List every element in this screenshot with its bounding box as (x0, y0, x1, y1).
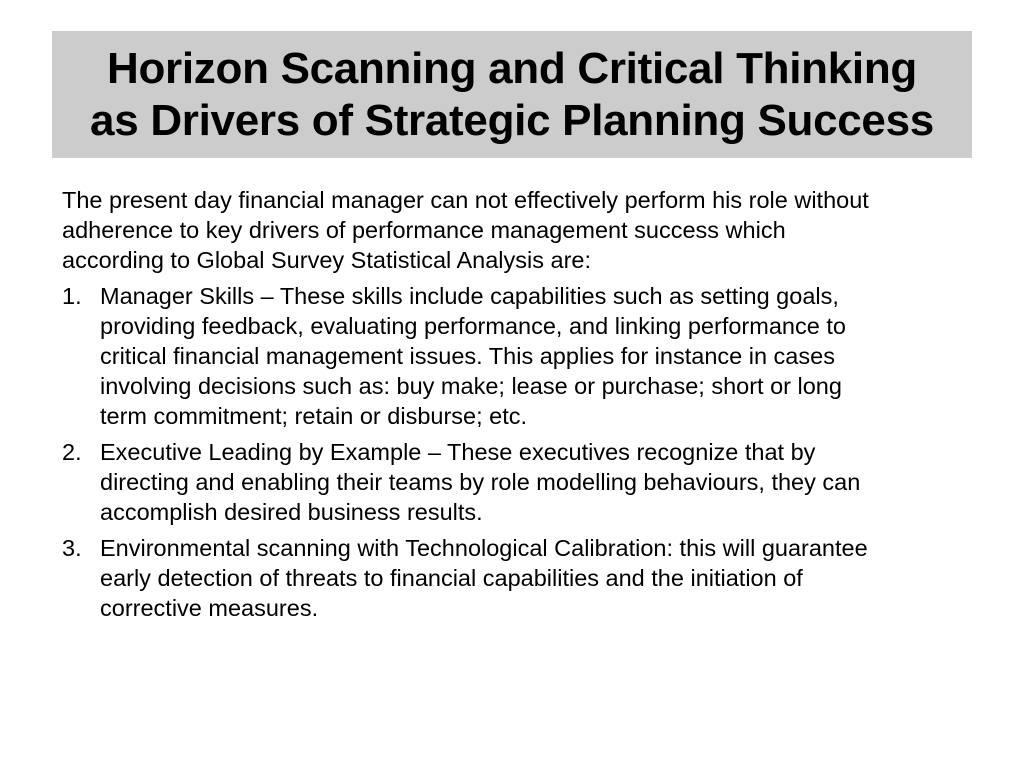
list-item-line: directing and enabling their teams by role modelling behaviours, they can (100, 469, 861, 495)
slide-content (62, 185, 962, 629)
list-item-line: early detection of threats to financial capabilities and the initiation of (100, 565, 803, 591)
slide-title-line-1: Horizon Scanning and Critical Thinking (107, 43, 917, 93)
slide-title-line-2: as Drivers of Strategic Planning Success (90, 95, 934, 145)
list-item-line: accomplish desired business results. (100, 499, 483, 525)
list-item-line: Executive Leading by Example – These executives recognize that by (100, 439, 816, 465)
numbered-list (62, 281, 962, 623)
intro-line: adherence to key drivers of performance management success which (62, 217, 786, 243)
list-item-executive-leading (62, 437, 962, 527)
slide-title-box (52, 31, 972, 158)
intro-line: The present day financial manager can not effectively perform his role without (62, 187, 869, 213)
list-item-line: critical financial management issues. This applies for instance in cases (100, 343, 835, 369)
list-item-number: 1. (62, 283, 82, 309)
list-item-environmental-scanning (62, 533, 962, 623)
list-item-manager-skills (62, 281, 962, 431)
list-item-line: term commitment; retain or disburse; etc. (100, 403, 528, 429)
list-item-line: corrective measures. (100, 595, 319, 621)
list-item-line: Manager Skills – These skills include capabilities such as setting goals, (100, 283, 839, 309)
list-item-number: 3. (62, 535, 82, 561)
list-item-number: 2. (62, 439, 82, 465)
intro-paragraph (62, 185, 962, 275)
list-item-line: providing feedback, evaluating performance, and linking performance to (100, 313, 846, 339)
intro-line: according to Global Survey Statistical Analysis are: (62, 247, 592, 273)
list-item-line: Environmental scanning with Technological Calibration: this will guarantee (100, 535, 868, 561)
list-item-line: involving decisions such as: buy make; lease or purchase; short or long (100, 373, 842, 399)
